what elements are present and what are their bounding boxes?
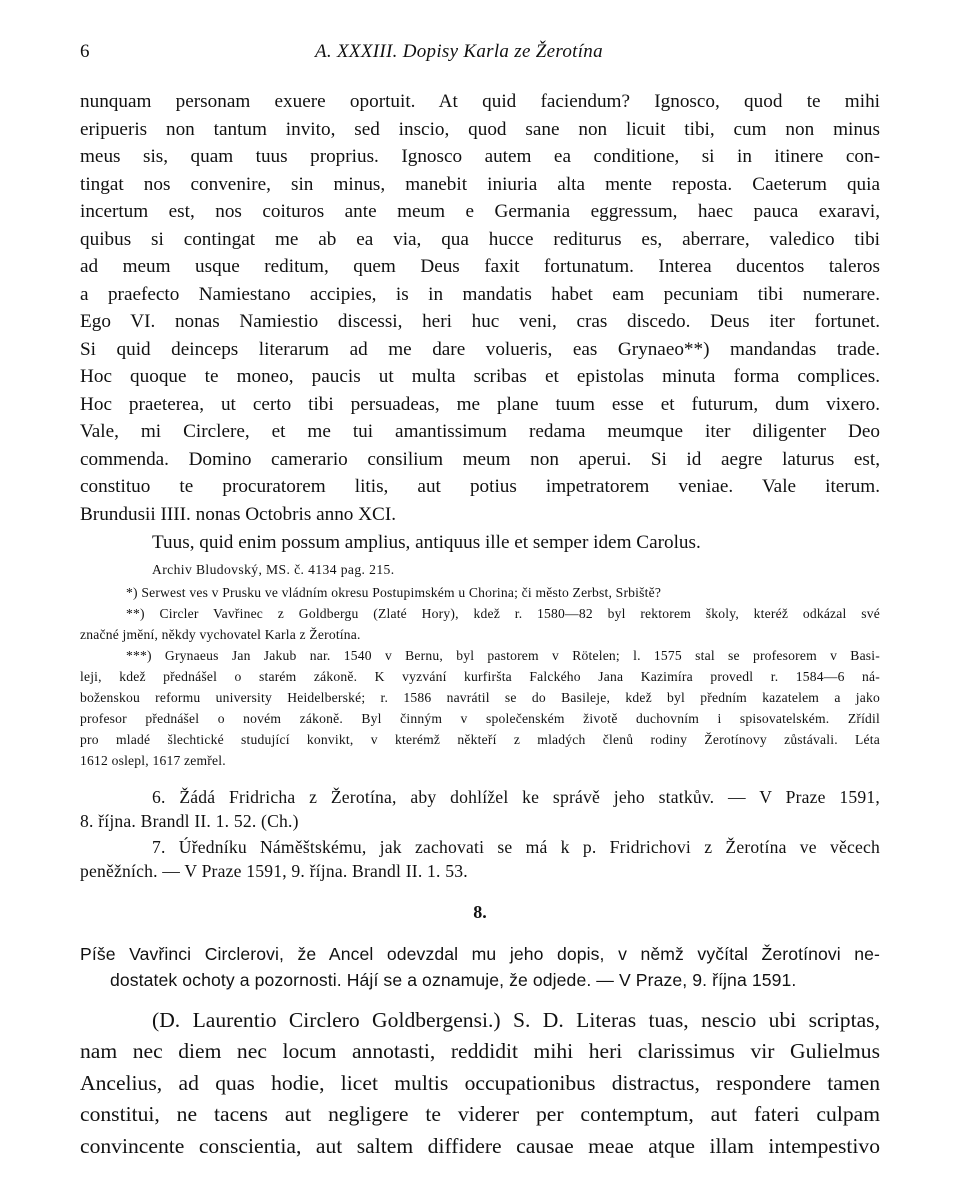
summary-line: dostatek ochoty a pozornosti. Hájí se a oznamuje, že odjede. — V Praze, 9. října 1591. <box>110 970 797 990</box>
regest-entry: 7. Úředníku Náměštskému, jak zachovati se má k p. Fridrichovi z Žerotína ve věcech <box>152 837 880 857</box>
text-line: Ego VI. nonas Namiestio discessi, heri huc veni, cras discedo. Deus iter fortunet. <box>80 311 880 332</box>
text-line: Vale, mi Circlere, et me tui amantissimum redama meumque iter diligenter Deo <box>80 421 880 442</box>
text-line: tingat nos convenire, sin minus, manebit iniuria alta mente reposta. Caeterum quia <box>80 174 880 195</box>
footnote: ***) Grynaeus Jan Jakub nar. 1540 v Bernu, byl pastorem v Rötelen; l. 1575 stal se profesorem v Basi- <box>126 648 880 663</box>
text-line: convincente conscientia, aut saltem diffidere causae meae atque illam intempestivo <box>80 1134 880 1158</box>
regest-line: peněžních. — V Praze 1591, 9. října. Brandl II. 1. 53. <box>80 861 468 881</box>
footnote-line: pro mladé šlechtické studující konvikt, v kterémž někteří z mladých členů rodiny Žerotínovy zůstávali. Léta <box>80 732 880 747</box>
text-line: meus sis, quam tuus proprius. Ignosco autem ea conditione, si in itinere con- <box>80 146 880 167</box>
text-line: constituo te procuratorem litis, aut potius impetratorem veniae. Vale iterum. <box>80 476 880 497</box>
footnote: **) Circler Vavřinec z Goldbergu (Zlaté Hory), kdež r. 1580—82 byl rektorem školy, kteréž odkázal své <box>126 606 880 621</box>
text-line: Hoc praeterea, ut certo tibi persuadeas, me plane tuum esse et futurum, dum vixero. <box>80 394 880 415</box>
regest-entry: 6. Žádá Fridricha z Žerotína, aby dohlížel ke správě jeho statkův. — V Praze 1591, <box>152 787 880 807</box>
text-line: Brundusii IIII. nonas Octobris anno XCI. <box>80 504 397 525</box>
page-number: 6 <box>80 41 90 62</box>
text-line: nam nec diem nec locum annotasti, reddidit mihi heri clarissimus vir Gulielmus <box>80 1039 880 1063</box>
footnote-line: boženskou reformu university Heidelberské; r. 1586 navrátil se do Basileje, kdež byl předním kazatelem a jako <box>80 690 880 705</box>
text-line: Si quid deinceps literarum ad me dare volueris, eas Grynaeo**) mandandas trade. <box>80 339 880 360</box>
footnote-line: profesor přednášel o novém zákoně. Byl činným v společenském životě duchovním i spisovatelském. Zřídil <box>80 711 880 726</box>
text-line: eripueris non tantum invito, sed inscio, quod sane non licuit tibi, cum non minus <box>80 119 880 140</box>
text-line: constitui, ne tacens aut negligere te viderer per contemptum, aut fateri culpam <box>80 1102 880 1126</box>
archive-source: Archiv Bludovský, MS. č. 4134 pag. 215. <box>152 562 395 577</box>
footnote: *) Serwest ves v Prusku ve vládním okresu Postupimském u Chorina; či město Zerbst, Srbiště? <box>126 585 662 600</box>
regest-line: 8. října. Brandl II. 1. 52. (Ch.) <box>80 811 299 831</box>
footnote-line: 1612 oslepl, 1617 zemřel. <box>80 753 226 768</box>
text-line: (D. Laurentio Circlero Goldbergensi.) S. D. Literas tuas, nescio ubi scriptas, <box>152 1008 880 1032</box>
text-line: Ancelius, ad quas hodie, licet multis occupationibus distractus, respondere tamen <box>80 1071 880 1095</box>
running-title: A. XXXIII. Dopisy Karla ze Žerotína <box>315 41 603 62</box>
text-line: ad meum usque reditum, quem Deus faxit fortunatum. Interea ducentos taleros <box>80 256 880 277</box>
footnote-line: leji, kdež přednášel o starém zákoně. K vyzvání kurfiršta Falckého Jana Kazimíra provedl r. 1584—6 ná- <box>80 669 880 684</box>
text-line: nunquam personam exuere oportuit. At quid faciendum? Ignosco, quod te mihi <box>80 91 880 112</box>
text-line: quibus si contingat me ab ea via, qua hucce rediturus es, aberrare, valedico tibi <box>80 229 880 250</box>
closing-signature: Tuus, quid enim possum amplius, antiquus ille et semper idem Carolus. <box>152 532 701 553</box>
section-number: 8. <box>473 902 487 922</box>
text-line: commenda. Domino camerario consilium meum non aperui. Si id aegre laturus est, <box>80 449 880 470</box>
text-line: Hoc quoque te moneo, paucis ut multa scribas et epistolas minuta forma complices. <box>80 366 880 387</box>
text-line: a praefecto Namiestano accipies, is in mandatis habet eam pecuniam tibi numerare. <box>80 284 880 305</box>
text-line: incertum est, nos coituros ante meum e Germania eggressum, haec pauca exaravi, <box>80 201 880 222</box>
summary-line: Píše Vavřinci Circlerovi, že Ancel odevzdal mu jeho dopis, v němž vyčítal Žerotínovi ne- <box>80 944 880 964</box>
footnote-line: značné jmění, někdy vychovatel Karla z Žerotína. <box>80 627 361 642</box>
